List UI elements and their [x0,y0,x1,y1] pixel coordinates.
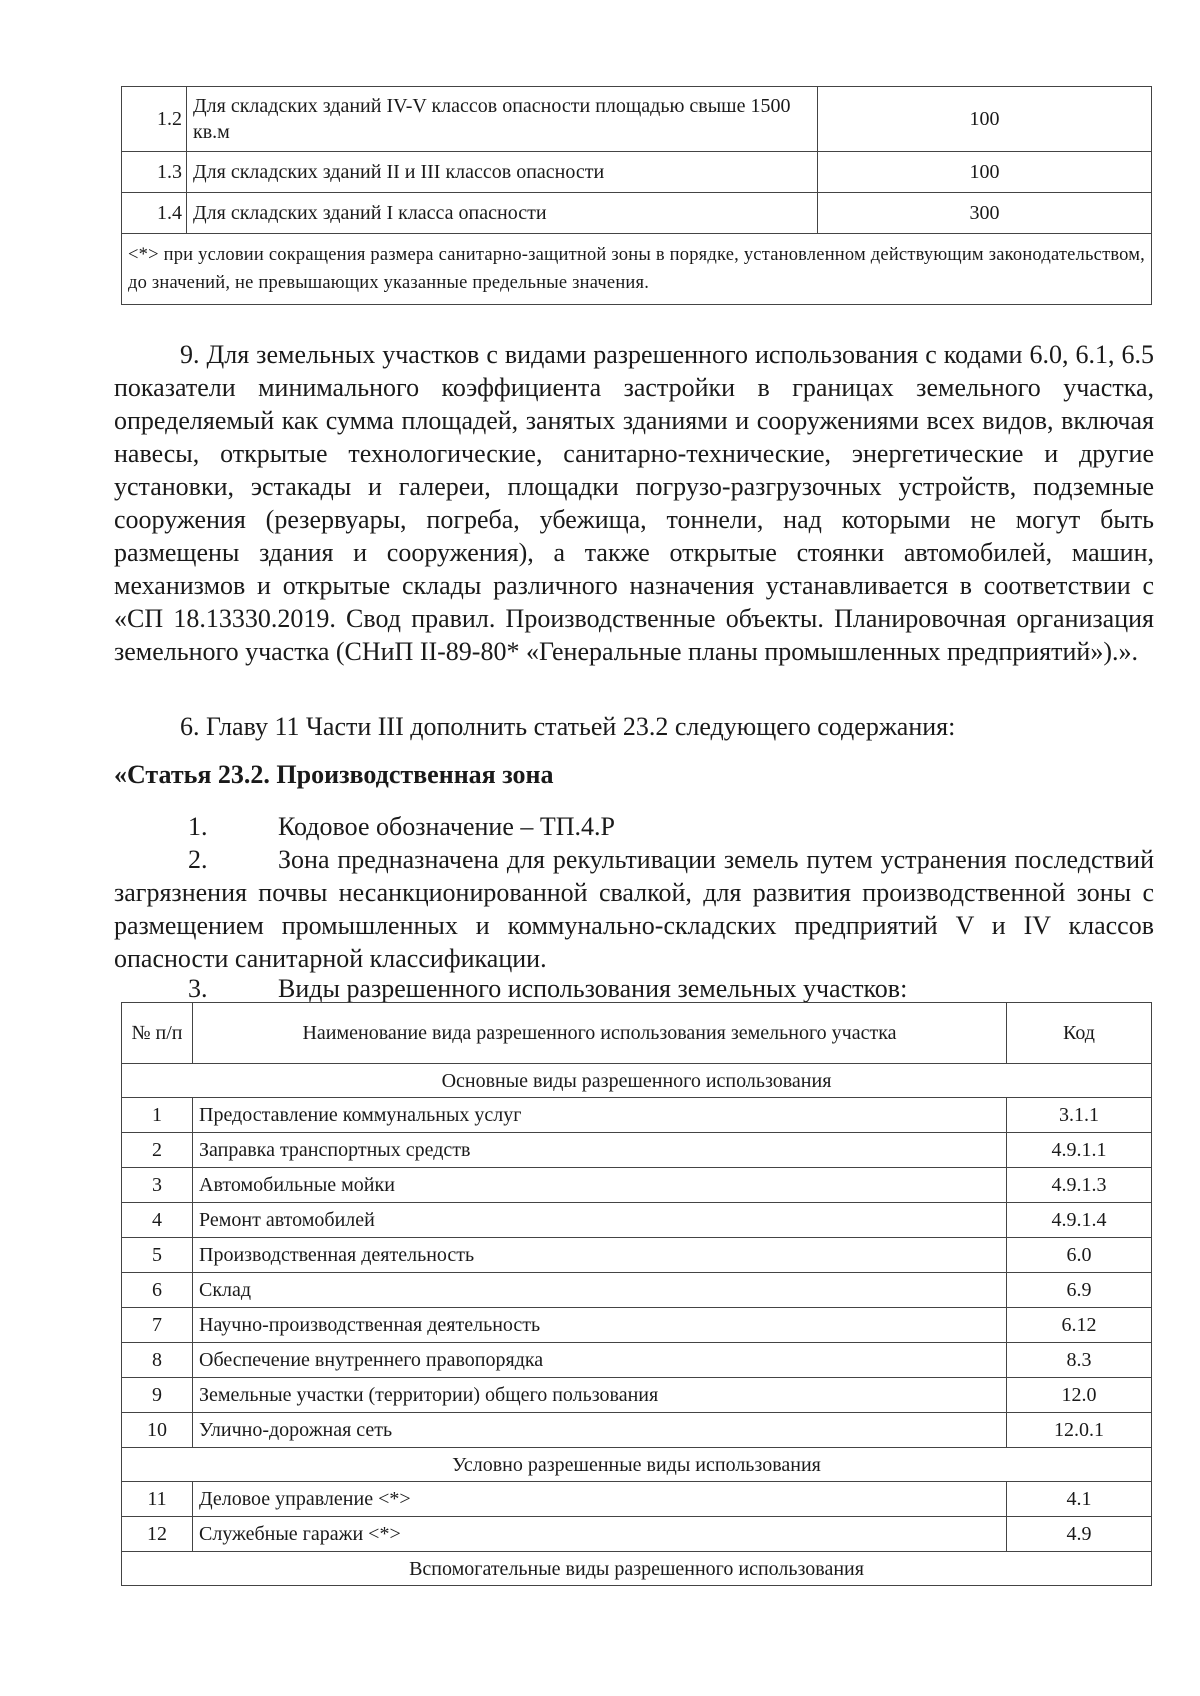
hazard-class-table [121,86,1152,305]
table-footnote: <*> при условии сокращения размера санитарно-защитной зоны в порядке, установленном действующим законодательством, до значений, не превышающих указанные предельные значения. [122,234,1152,305]
table-header-row [122,1003,1152,1064]
article-title: «Статья 23.2. Производственная зона [114,760,554,789]
table-row [122,1308,1152,1343]
row-name: Научно-производственная деятельность [193,1308,1007,1343]
list-item [114,810,1154,843]
row-code: 4.9.1.3 [1007,1168,1152,1203]
item-text: Кодовое обозначение – ТП.4.Р [278,812,615,841]
item-text: Виды разрешенного использования земельных участков: [278,974,908,1003]
paragraph-9: 9. Для земельных участков с видами разрешенного использования с кодами 6.0, 6.1, 6.5 показатели минимального коэффициента застройки в границах земельного участка, определяемый как сумма площадей, занятых зданиями и сооружениями всех видов, включая навесы, открытые технологические, санитарно-технические, энергетические и другие установки, эстакады и галереи, площадки погрузо-разгрузочных устройств, подземные сооружения (резервуары, погреба, убежища, тоннели, над которыми не могут быть размещены здания и сооружения), а также открытые стоянки автомобилей, машин, механизмов и открытые склады различного назначения устанавливается в соответствии с «СП 18.13330.2019. Свод правил. Производственные объекты. Планировочная организация земельного участка (СНиП II-89-80* «Генеральные планы промышленных предприятий»).». [114,340,1154,666]
permitted-uses-table [121,1002,1152,1586]
row-number: 4 [122,1203,193,1238]
row-number: 1.2 [122,87,187,152]
row-number: 6 [122,1273,193,1308]
table-row [122,1203,1152,1238]
section-row [122,1552,1152,1586]
row-number: 1 [122,1098,193,1133]
row-name: Земельные участки (территории) общего пользования [193,1378,1007,1413]
item-number: 2. [188,845,208,874]
section-row [122,1448,1152,1482]
row-number: 8 [122,1343,193,1378]
row-number: 1.3 [122,152,187,193]
row-code: 4.9 [1007,1517,1152,1552]
table-row [122,152,1152,193]
table-row [122,1238,1152,1273]
row-number: 12 [122,1517,193,1552]
row-name: Предоставление коммунальных услуг [193,1098,1007,1133]
table-row [122,1273,1152,1308]
section-main-title: Основные виды разрешенного использования [122,1064,1152,1098]
row-name: Заправка транспортных средств [193,1133,1007,1168]
row-code: 4.9.1.4 [1007,1203,1152,1238]
conditional-uses-body [122,1482,1152,1552]
row-name: Обеспечение внутреннего правопорядка [193,1343,1007,1378]
row-number: 10 [122,1413,193,1448]
footnote-row [122,234,1152,305]
header-name: Наименование вида разрешенного использования земельного участка [193,1003,1007,1064]
row-description: Для складских зданий I класса опасности [187,193,818,234]
item-number: 3. [188,974,208,1003]
row-description: Для складских зданий IV-V классов опасности площадью свыше 1500 кв.м [187,87,818,152]
row-number: 3 [122,1168,193,1203]
section-row [122,1064,1152,1098]
row-code: 12.0 [1007,1378,1152,1413]
table-row [122,193,1152,234]
row-code: 6.9 [1007,1273,1152,1308]
table-row [122,1482,1152,1517]
table-row [122,1378,1152,1413]
row-name: Деловое управление <*> [193,1482,1007,1517]
row-name: Ремонт автомобилей [193,1203,1007,1238]
header-number: № п/п [122,1003,193,1064]
row-code: 4.1 [1007,1482,1152,1517]
row-code: 12.0.1 [1007,1413,1152,1448]
table-row [122,1133,1152,1168]
main-uses-body [122,1098,1152,1448]
row-number: 11 [122,1482,193,1517]
row-value: 100 [818,87,1152,152]
row-name: Производственная деятельность [193,1238,1007,1273]
row-number: 1.4 [122,193,187,234]
section-conditional-title: Условно разрешенные виды использования [122,1448,1152,1482]
table-row [122,1517,1152,1552]
row-number: 7 [122,1308,193,1343]
row-value: 100 [818,152,1152,193]
item-number: 1. [188,812,208,841]
row-code: 6.0 [1007,1238,1152,1273]
list-item [114,843,1154,975]
item-text: Зона предназначена для рекультивации земель путем устранения последствий загрязнения почвы несанкционированной свалкой, для развития производственной зоны с размещением промышленных и коммунально-складских предприятий V и IV классов опасности санитарной классификации. [114,845,1154,973]
row-name: Склад [193,1273,1007,1308]
row-number: 2 [122,1133,193,1168]
row-code: 3.1.1 [1007,1098,1152,1133]
row-name: Автомобильные мойки [193,1168,1007,1203]
row-number: 9 [122,1378,193,1413]
table-row [122,1168,1152,1203]
row-description: Для складских зданий II и III классов опасности [187,152,818,193]
row-number: 5 [122,1238,193,1273]
row-name: Служебные гаражи <*> [193,1517,1007,1552]
row-value: 300 [818,193,1152,234]
table-row [122,87,1152,152]
row-code: 4.9.1.1 [1007,1133,1152,1168]
paragraph-6: 6. Главу 11 Части III дополнить статьей 23.2 следующего содержания: [180,712,956,741]
section-auxiliary-title: Вспомогательные виды разрешенного использования [122,1552,1152,1586]
row-name: Улично-дорожная сеть [193,1413,1007,1448]
row-code: 8.3 [1007,1343,1152,1378]
table-row [122,1343,1152,1378]
header-code: Код [1007,1003,1152,1064]
table-row [122,1098,1152,1133]
row-code: 6.12 [1007,1308,1152,1343]
list-item [114,972,1154,1005]
table-row [122,1413,1152,1448]
